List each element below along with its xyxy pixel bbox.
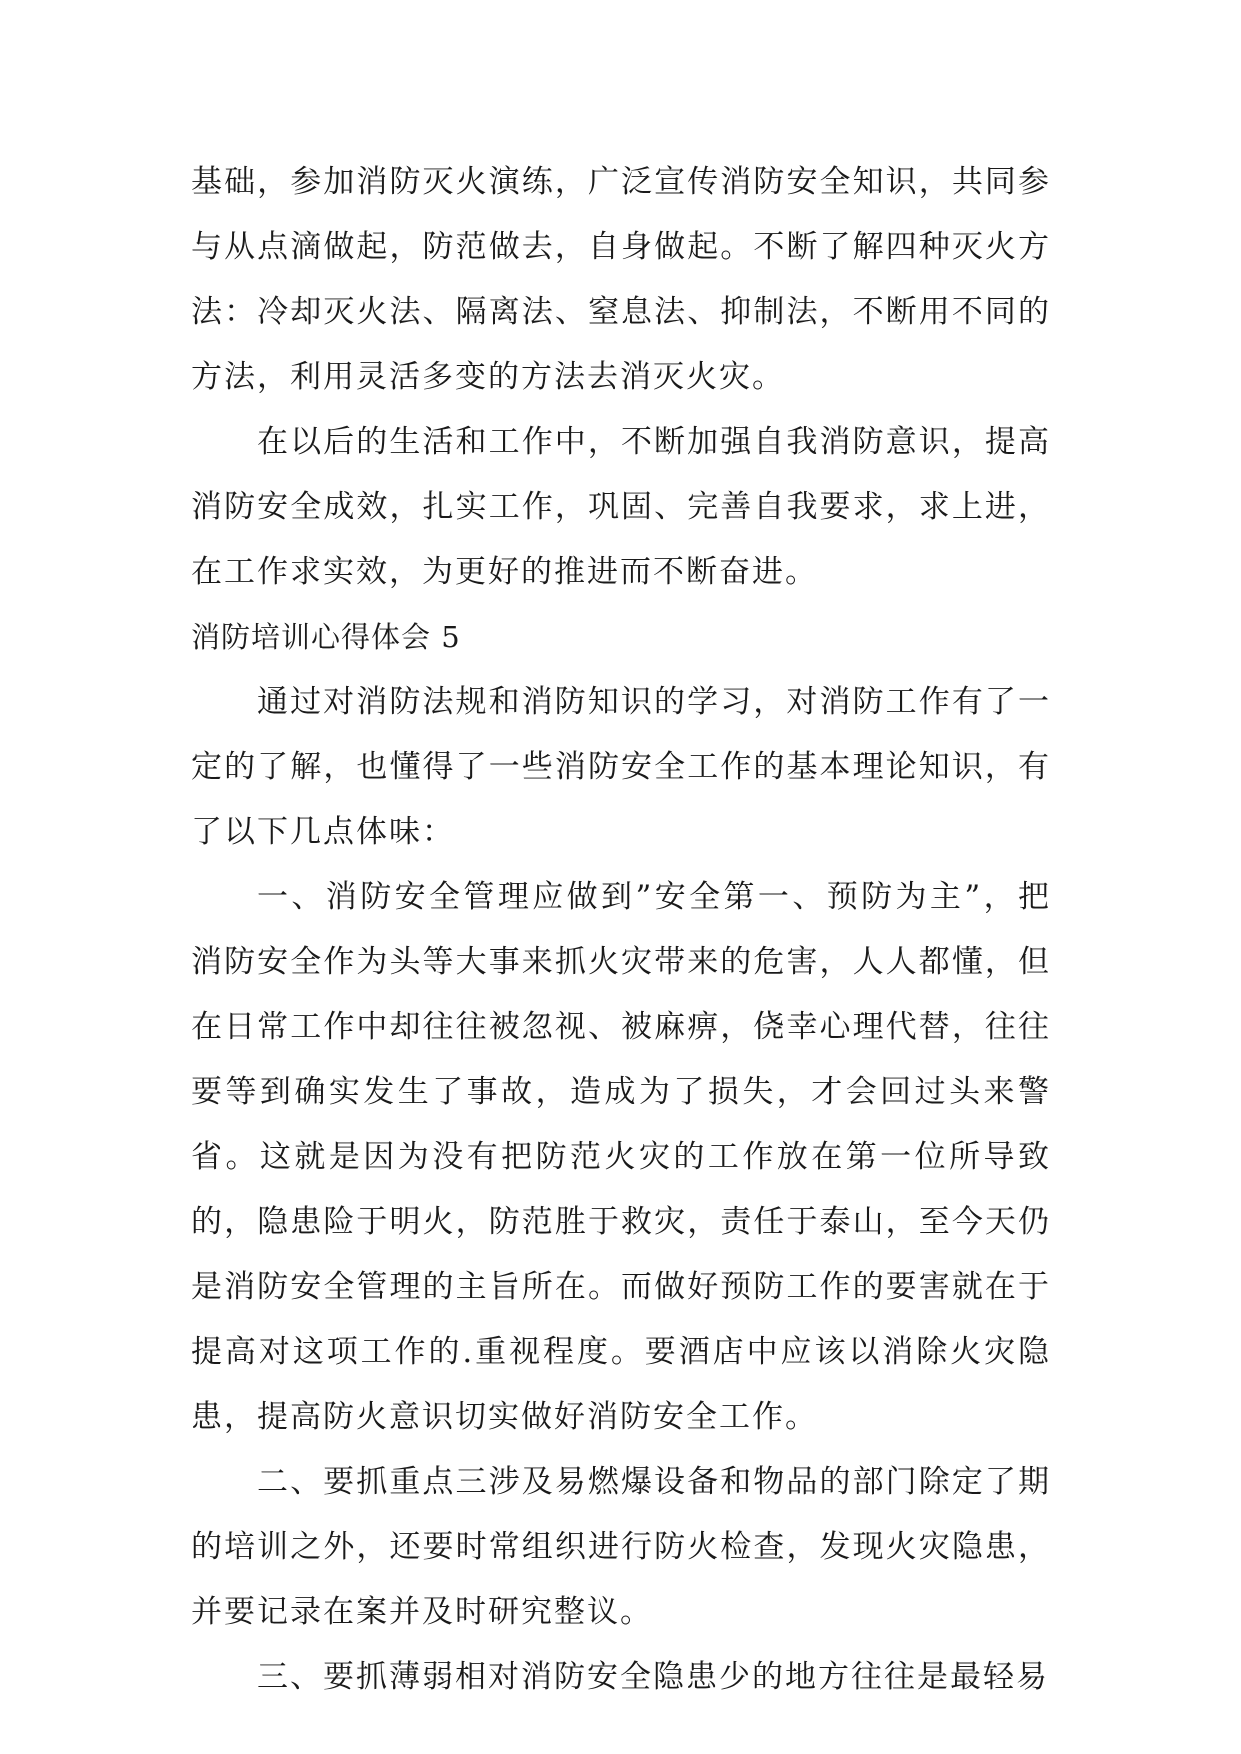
paragraph-continuation: 基础，参加消防灭火演练，广泛宣传消防安全知识，共同参与从点滴做起，防范做去，自身做起。不断了解四种灭火方法：冷却灭火法、隔离法、窒息法、抑制法，不断用不同的方法，利用灵活多变的方法去消灭火灾。: [191, 164, 1051, 395]
paragraph-future-work: 在以后的生活和工作中，不断加强自我消防意识，提高消防安全成效，扎实工作，巩固、完善自我要求，求上进，在工作求实效，为更好的推进而不断奋进。: [191, 424, 1051, 590]
paragraph-intro: 通过对消防法规和消防知识的学习，对消防工作有了一定的了解，也懂得了一些消防安全工作的基本理论知识，有了以下几点体味：: [191, 684, 1051, 850]
paragraph-point-one: 一、消防安全管理应做到”安全第一、预防为主”，把消防安全作为头等大事来抓火灾带来的危害，人人都懂，但在日常工作中却往往被忽视、被麻痹，侥幸心理代替，往往要等到确实发生了事故，造成为了损失，才会回过头来警省。这就是因为没有把防范火灾的工作放在第一位所导致的，隐患险于明火，防范胜于救灾，责任于泰山，至今天仍是消防安全管理的主旨所在。而做好预防工作的要害就在于提高对这项工作的.重视程度。要酒店中应该以消除火灾隐患，提高防火意识切实做好消防安全工作。: [191, 879, 1051, 1435]
paragraph-point-three: 三、要抓薄弱相对消防安全隐患少的地方往往是最轻易: [257, 1659, 1049, 1695]
document-body: [191, 150, 1051, 1710]
section-heading: 消防培训心得体会 5: [191, 620, 461, 654]
paragraph-point-two: 二、要抓重点三涉及易燃爆设备和物品的部门除定了期的培训之外，还要时常组织进行防火检查，发现火灾隐患，并要记录在案并及时研究整议。: [191, 1464, 1051, 1630]
